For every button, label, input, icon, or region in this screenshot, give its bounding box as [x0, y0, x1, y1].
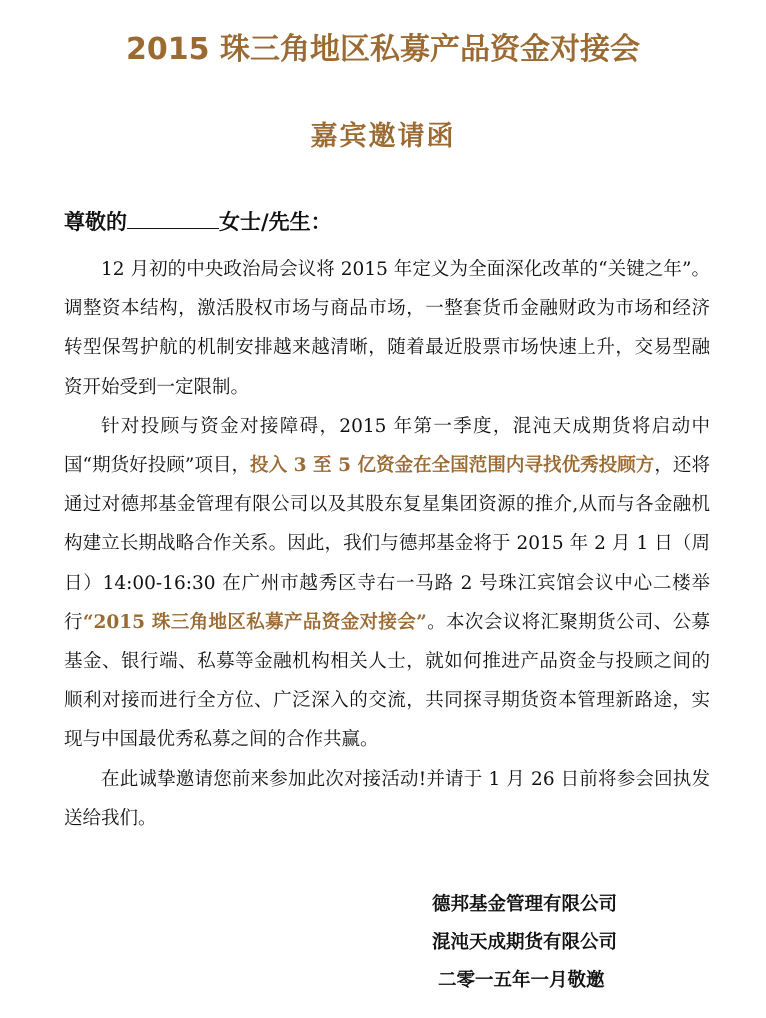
paragraph-text: ，还将通过对德邦基金管理有限公司以及其股东复星集团资源的推介,从而与各金融机构建立长期战略合作关系。因此，我们与德邦基金将于 2015 年 2 月 1 日（周日）14:00-16:30 在广州市越秀区寺右一马路 2 号珠江宾馆会议中心二楼举行	[64, 455, 710, 633]
signature-date: 二零一五年一月敬邀	[438, 970, 605, 991]
document-subtitle: 嘉宾邀请函	[310, 121, 456, 152]
highlight-investment: 投入 3 至 5 亿资金在全国范围内寻找优秀投顾方	[250, 455, 655, 477]
salutation	[64, 206, 332, 238]
document-title: 2015 珠三角地区私募产品资金对接会	[126, 32, 640, 67]
paragraph-invitation	[64, 760, 710, 838]
paragraph-intro	[64, 250, 710, 407]
salutation-prefix: 尊敬的	[64, 209, 127, 234]
paragraph-text: 12 月初的中央政治局会议将 2015 年定义为全面深化改革的“关键之年”。调整资本结构，激活股权市场与商品市场，一整套货币金融财政为市场和经济转型保驾护航的机制安排越来越清晰，随着最近股票市场快速上升，交易型融资开始受到一定限制。	[64, 259, 710, 398]
signature-org-2: 混沌天成期货有限公司	[432, 932, 618, 953]
salutation-suffix: 女士/先生：	[219, 209, 332, 234]
paragraph-details	[64, 407, 710, 760]
paragraph-text: 在此诚挚邀请您前来参加此次对接活动!并请于 1 月 26 日前将参会回执发送给我们。	[64, 768, 710, 829]
letter-body	[64, 250, 710, 838]
highlight-event-name: “2015 珠三角地区私募产品资金对接会”	[82, 611, 427, 633]
paragraph-text: 针对投顾与资金对接障碍，2015 年第一季度，混沌天成期货将启动中国“期货好投顾”项目，	[64, 415, 710, 477]
signature-block	[432, 886, 617, 1000]
signature-org-1: 德邦基金管理有限公司	[432, 894, 618, 915]
name-blank	[127, 206, 219, 229]
paragraph-text: 。本次会议将汇聚期货公司、公募基金、银行端、私募等金融机构相关人士，就如何推进产品资金与投顾之间的顺利对接而进行全方位、广泛深入的交流，共同探寻期货资本管理新路途，实现与中国最优秀私募之间的合作共赢。	[64, 611, 710, 751]
